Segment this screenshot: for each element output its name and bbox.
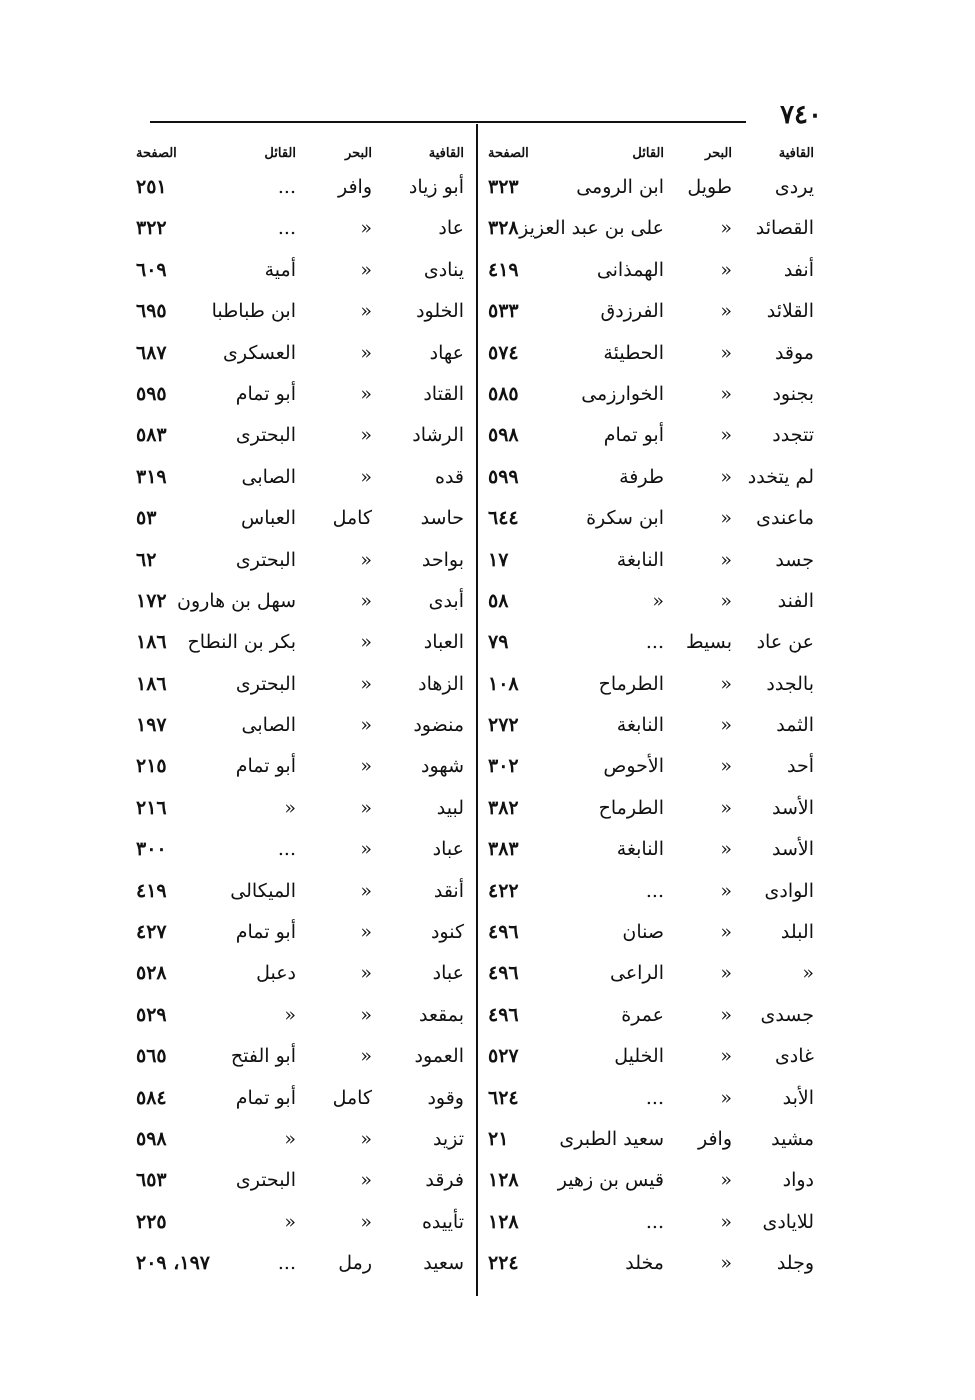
rhyme-word: الأبد — [782, 1086, 814, 1109]
poet-name: الأحوص — [603, 755, 664, 778]
rhyme-word: شهود — [421, 755, 464, 778]
rhyme-word: كنود — [430, 921, 464, 944]
index-row — [488, 625, 814, 666]
index-row — [488, 915, 814, 956]
page-ref: ١٠٨ — [488, 672, 519, 695]
meter: « — [720, 1210, 732, 1233]
index-row — [136, 915, 464, 956]
right-column-header — [488, 140, 814, 170]
rhyme-word: تتجدد — [772, 424, 814, 447]
index-row — [136, 336, 464, 377]
index-row — [488, 998, 814, 1039]
poet-name: أبو تمام — [235, 921, 296, 944]
poet-name: سعيد الطبرى — [559, 1127, 664, 1150]
rhyme-word: عاد — [438, 217, 464, 240]
page-ref: ١٢٨ — [488, 1169, 519, 1192]
page-ref: ٥٩٥ — [136, 382, 167, 405]
poet-name: الطرماح — [598, 672, 664, 695]
poet-name: الخوارزمى — [581, 382, 664, 405]
poet-name: ابن الرومى — [576, 176, 664, 198]
rhyme-word: العمود — [414, 1045, 464, 1068]
index-row — [488, 170, 814, 211]
rhyme-word: مشيد — [771, 1127, 814, 1150]
rhyme-word: القصائد — [755, 217, 814, 240]
rhyme-word: بمقعد — [418, 1003, 464, 1026]
poet-name: قيس بن زهير — [557, 1169, 664, 1192]
rhyme-word: عباد — [432, 838, 464, 861]
meter: « — [360, 258, 372, 281]
index-row — [136, 832, 464, 873]
index-row — [488, 1246, 814, 1287]
meter: « — [360, 217, 372, 240]
page-ref: ٦٢ — [136, 548, 157, 571]
page-ref: ٣٨٢ — [488, 796, 519, 819]
poet-name: ... — [645, 879, 664, 902]
index-row — [136, 998, 464, 1039]
rhyme-word: عن عاد — [756, 631, 814, 654]
rhyme-word: بواحد — [421, 548, 464, 571]
index-row — [488, 708, 814, 749]
meter: « — [360, 755, 372, 778]
meter: « — [360, 1003, 372, 1026]
index-row — [136, 170, 464, 211]
meter: « — [720, 548, 732, 571]
index-row — [488, 791, 814, 832]
header-qail: القائل — [632, 146, 664, 161]
meter: « — [720, 465, 732, 488]
page-ref: ٢٢٥ — [136, 1210, 167, 1233]
page-ref: ١٧٢ — [136, 589, 167, 612]
rhyme-word: ماعندى — [756, 507, 814, 530]
rhyme-word: موقد — [774, 341, 814, 364]
poet-name: أبو تمام — [603, 424, 664, 447]
index-row — [136, 791, 464, 832]
index-row — [136, 667, 464, 708]
meter: « — [360, 300, 372, 323]
page-ref: ٤٩٦ — [488, 921, 519, 944]
page-ref: ٤٢٧ — [136, 921, 167, 944]
meter: « — [360, 1210, 372, 1233]
right-column-rows — [488, 170, 814, 1288]
index-row — [488, 543, 814, 584]
meter: « — [720, 921, 732, 944]
index-row — [136, 211, 464, 252]
index-row — [488, 211, 814, 252]
rhyme-word: الخلود — [416, 300, 464, 323]
index-row — [488, 1122, 814, 1163]
page-ref: ١٩٧، ٢٠٩ — [136, 1252, 210, 1275]
meter: « — [720, 258, 732, 281]
page-ref: ١٩٧ — [136, 714, 167, 737]
page-ref: ٢٥١ — [136, 176, 167, 198]
meter: « — [720, 714, 732, 737]
header-qail: القائل — [264, 146, 296, 161]
poet-name: سهل بن هارون — [176, 589, 296, 612]
page-ref: ١٨٦ — [136, 672, 167, 695]
meter: رمل — [338, 1252, 372, 1275]
poet-name: طرفة — [619, 465, 664, 488]
poet-name: ... — [645, 1086, 664, 1109]
page-ref: ٤١٩ — [136, 879, 167, 902]
page-ref: ٥٢٧ — [488, 1045, 519, 1068]
page-ref: ٥٨٤ — [136, 1086, 167, 1109]
poet-name: الحطيئة — [603, 341, 664, 364]
page-number: ٧٤٠ — [780, 100, 822, 130]
rhyme-word: غادى — [774, 1045, 814, 1068]
meter: « — [360, 1169, 372, 1192]
page-ref: ٤٩٦ — [488, 1003, 519, 1026]
meter: « — [720, 300, 732, 323]
index-row — [488, 418, 814, 459]
poet-name: أمية — [264, 258, 296, 281]
index-row — [488, 1163, 814, 1204]
rhyme-word: الثمد — [776, 714, 814, 737]
rhyme-word: أنقد — [433, 879, 464, 902]
meter: « — [720, 755, 732, 778]
index-row — [136, 501, 464, 542]
header-rule — [150, 121, 746, 123]
meter: « — [720, 838, 732, 861]
index-row — [488, 667, 814, 708]
rhyme-word: الرشاد — [412, 424, 464, 447]
poet-name: النابغة — [616, 714, 664, 737]
rhyme-word: الأسد — [771, 838, 814, 861]
page-ref: ٥٢٨ — [136, 962, 167, 985]
meter: « — [720, 424, 732, 447]
index-row — [488, 584, 814, 625]
index-row — [488, 1205, 814, 1246]
rhyme-word: حاسد — [420, 507, 464, 530]
meter: « — [720, 1169, 732, 1192]
meter: « — [720, 1003, 732, 1026]
index-row — [488, 874, 814, 915]
page-ref: ٤٩٦ — [488, 962, 519, 985]
meter: « — [360, 382, 372, 405]
poet-name: العسكرى — [222, 341, 296, 364]
meter: « — [360, 424, 372, 447]
meter: وافر — [697, 1127, 732, 1150]
index-row — [136, 1163, 464, 1204]
header-bahr: البحر — [704, 146, 732, 161]
index-row — [136, 543, 464, 584]
page-ref: ٣٢٨ — [488, 217, 519, 240]
rhyme-word: القتاد — [423, 382, 464, 405]
poet-name: عمرة — [621, 1003, 664, 1026]
rhyme-word: للايادى — [762, 1210, 814, 1233]
poet-name: دعبل — [256, 962, 296, 985]
rhyme-word: وجلد — [776, 1252, 814, 1275]
meter: « — [720, 589, 732, 612]
index-row — [488, 460, 814, 501]
rhyme-word: لبيد — [436, 796, 464, 819]
rhyme-word: البلد — [780, 921, 814, 944]
rhyme-word: بالجدد — [766, 672, 814, 695]
meter: « — [360, 714, 372, 737]
poet-name: البحترى — [235, 672, 296, 695]
page-ref: ٣٠٠ — [136, 838, 167, 861]
header-qafia: القافية — [778, 146, 814, 161]
page-ref: ٥٨٣ — [136, 424, 167, 447]
meter: « — [720, 962, 732, 985]
poet-name: الخليل — [614, 1045, 664, 1068]
page-ref: ١٧ — [488, 548, 509, 571]
poet-name: « — [284, 1127, 296, 1150]
poet-name: ... — [277, 176, 296, 198]
poet-name: أبو تمام — [235, 755, 296, 778]
meter: « — [360, 548, 372, 571]
rhyme-word: جسدى — [760, 1003, 814, 1026]
poet-name: الهمذانى — [596, 258, 664, 281]
poet-name: ... — [277, 838, 296, 861]
index-row — [136, 1122, 464, 1163]
index-row — [488, 253, 814, 294]
rhyme-word: الزهاد — [418, 672, 464, 695]
rhyme-word: عهاد — [429, 341, 464, 364]
meter: « — [360, 962, 372, 985]
rhyme-word: تأييده — [421, 1210, 464, 1233]
poet-name: الراعى — [609, 962, 664, 985]
page-ref: ٥٨٥ — [488, 382, 519, 405]
rhyme-word: العباد — [423, 631, 464, 654]
poet-name: العباس — [241, 507, 296, 530]
index-row — [136, 294, 464, 335]
page-ref: ٦٥٣ — [136, 1169, 167, 1192]
poet-name: النابغة — [616, 548, 664, 571]
meter: « — [720, 1252, 732, 1275]
poet-name: الفرزدق — [600, 300, 664, 323]
meter: « — [360, 921, 372, 944]
index-row — [136, 749, 464, 790]
index-row — [488, 336, 814, 377]
meter: « — [720, 672, 732, 695]
index-row — [488, 1081, 814, 1122]
page-ref: ٥٧٤ — [488, 341, 519, 364]
poet-name: « — [652, 589, 664, 612]
page-ref: ٥٢٩ — [136, 1003, 167, 1026]
page-ref: ٣٢٢ — [136, 217, 167, 240]
index-row — [136, 1246, 464, 1287]
poet-name: صنان — [622, 921, 664, 944]
header-qafia: القافية — [428, 146, 464, 161]
meter: وافر — [337, 176, 372, 198]
index-row — [136, 418, 464, 459]
index-row — [488, 377, 814, 418]
poet-name: النابغة — [616, 838, 664, 861]
poet-name: الطرماح — [598, 796, 664, 819]
meter: « — [720, 507, 732, 530]
rhyme-word: ينادى — [423, 258, 464, 281]
page-ref: ٢٧٢ — [488, 714, 519, 737]
page-ref: ٢١٥ — [136, 755, 167, 778]
meter: « — [720, 341, 732, 364]
index-row — [136, 584, 464, 625]
index-row — [136, 1205, 464, 1246]
poet-name: ... — [277, 1252, 296, 1275]
page-ref: ٥٨ — [488, 589, 509, 612]
poet-name: ... — [645, 1210, 664, 1233]
meter: « — [360, 796, 372, 819]
index-row — [136, 956, 464, 997]
meter: « — [360, 1045, 372, 1068]
index-row — [136, 253, 464, 294]
page-ref: ٦٢٤ — [488, 1086, 519, 1109]
meter: « — [360, 465, 372, 488]
rhyme-word: وقود — [427, 1086, 464, 1109]
header-bahr: البحر — [344, 146, 372, 161]
index-row — [488, 749, 814, 790]
rhyme-word: دواد — [782, 1169, 814, 1192]
meter: « — [720, 1086, 732, 1109]
page-ref: ٥٩٩ — [488, 465, 519, 488]
page-ref: ٢١٦ — [136, 796, 167, 819]
poet-name: « — [284, 796, 296, 819]
page-ref: ٢١ — [488, 1127, 509, 1150]
rhyme-word: القلائد — [766, 300, 814, 323]
index-row — [136, 1081, 464, 1122]
rhyme-word: فرقد — [425, 1169, 464, 1192]
meter: بسيط — [685, 631, 732, 654]
meter: « — [720, 879, 732, 902]
page-ref: ٥٩٨ — [136, 1127, 167, 1150]
poet-name: « — [284, 1003, 296, 1026]
rhyme-word: أنفد — [783, 258, 814, 281]
left-column-header — [136, 140, 464, 170]
rhyme-word: عباد — [432, 962, 464, 985]
page-ref: ٥٦٥ — [136, 1045, 167, 1068]
poet-name: الميكالى — [230, 879, 296, 902]
column-divider — [476, 124, 478, 1296]
poet-name: البحترى — [235, 424, 296, 447]
meter: « — [360, 838, 372, 861]
meter: طويل — [687, 176, 732, 198]
poet-name: البحترى — [235, 548, 296, 571]
page-ref: ١٨٦ — [136, 631, 167, 654]
index-row — [136, 708, 464, 749]
page-ref: ٣١٩ — [136, 465, 167, 488]
poet-name: ابن سكرة — [586, 507, 664, 530]
header-safha: الصفحة — [136, 146, 177, 161]
meter: « — [360, 631, 372, 654]
index-row — [488, 294, 814, 335]
page-ref: ٤١٩ — [488, 258, 519, 281]
page-ref: ٧٩ — [488, 631, 509, 654]
index-row — [136, 377, 464, 418]
page-ref: ٢٢٤ — [488, 1252, 519, 1275]
right-column — [488, 140, 814, 1288]
poet-name: بكر بن النطاح — [187, 631, 296, 654]
meter: « — [720, 382, 732, 405]
rhyme-word: يردى — [774, 176, 814, 198]
rhyme-word: قده — [434, 465, 464, 488]
meter: « — [360, 589, 372, 612]
rhyme-word: أبدى — [428, 589, 464, 612]
rhyme-word: جسد — [775, 548, 814, 571]
poet-name: الصابى — [241, 465, 296, 488]
meter: كامل — [332, 1086, 372, 1109]
page-ref: ٤٢٢ — [488, 879, 519, 902]
page-ref: ٣٠٢ — [488, 755, 519, 778]
page-ref: ١٢٨ — [488, 1210, 519, 1233]
index-row — [488, 501, 814, 542]
meter: « — [360, 341, 372, 364]
meter: كامل — [332, 507, 372, 530]
index-row — [488, 1039, 814, 1080]
rhyme-word: منضود — [413, 714, 464, 737]
left-column-rows — [136, 170, 464, 1288]
meter: « — [360, 672, 372, 695]
meter: « — [720, 1045, 732, 1068]
page-ref: ٦٤٤ — [488, 507, 519, 530]
rhyme-word: بجنود — [772, 382, 814, 405]
meter: « — [720, 217, 732, 240]
page-ref: ٦٩٥ — [136, 300, 167, 323]
poet-name: البحترى — [235, 1169, 296, 1192]
poet-name: على بن عبد العزيز — [519, 217, 664, 240]
rhyme-word: لم يتخدد — [747, 465, 814, 488]
poet-name: ... — [645, 631, 664, 654]
rhyme-word: أحد — [787, 755, 814, 778]
poet-name: ابن طباطبا — [211, 300, 296, 323]
page-ref: ٦٨٧ — [136, 341, 167, 364]
poet-name: ... — [277, 217, 296, 240]
page-ref: ٦٠٩ — [136, 258, 167, 281]
page-ref: ٣٨٣ — [488, 838, 519, 861]
page-ref: ٥٣ — [136, 507, 157, 530]
poet-name: أبو الفتح — [230, 1045, 296, 1068]
header-safha: الصفحة — [488, 146, 529, 161]
index-row — [488, 832, 814, 873]
page-ref: ٣٢٣ — [488, 176, 519, 198]
index-row — [136, 460, 464, 501]
rhyme-word: « — [802, 962, 814, 985]
poet-name: أبو تمام — [235, 1086, 296, 1109]
index-row — [136, 874, 464, 915]
meter: « — [360, 879, 372, 902]
index-row — [136, 625, 464, 666]
rhyme-word: سعيد — [423, 1252, 464, 1275]
meter: « — [360, 1127, 372, 1150]
rhyme-word: أبو زياد — [408, 176, 464, 198]
index-row — [136, 1039, 464, 1080]
poet-name: الصابى — [241, 714, 296, 737]
page-ref: ٥٩٨ — [488, 424, 519, 447]
rhyme-word: الوادى — [764, 879, 814, 902]
rhyme-word: تزيد — [432, 1127, 464, 1150]
rhyme-word: الفند — [777, 589, 814, 612]
rhyme-word: الأسد — [771, 796, 814, 819]
meter: « — [720, 796, 732, 819]
left-column — [136, 140, 464, 1288]
poet-name: « — [284, 1210, 296, 1233]
poet-name: أبو تمام — [235, 382, 296, 405]
index-row — [488, 956, 814, 997]
page-ref: ٥٣٣ — [488, 300, 519, 323]
poet-name: مخلد — [625, 1252, 664, 1275]
